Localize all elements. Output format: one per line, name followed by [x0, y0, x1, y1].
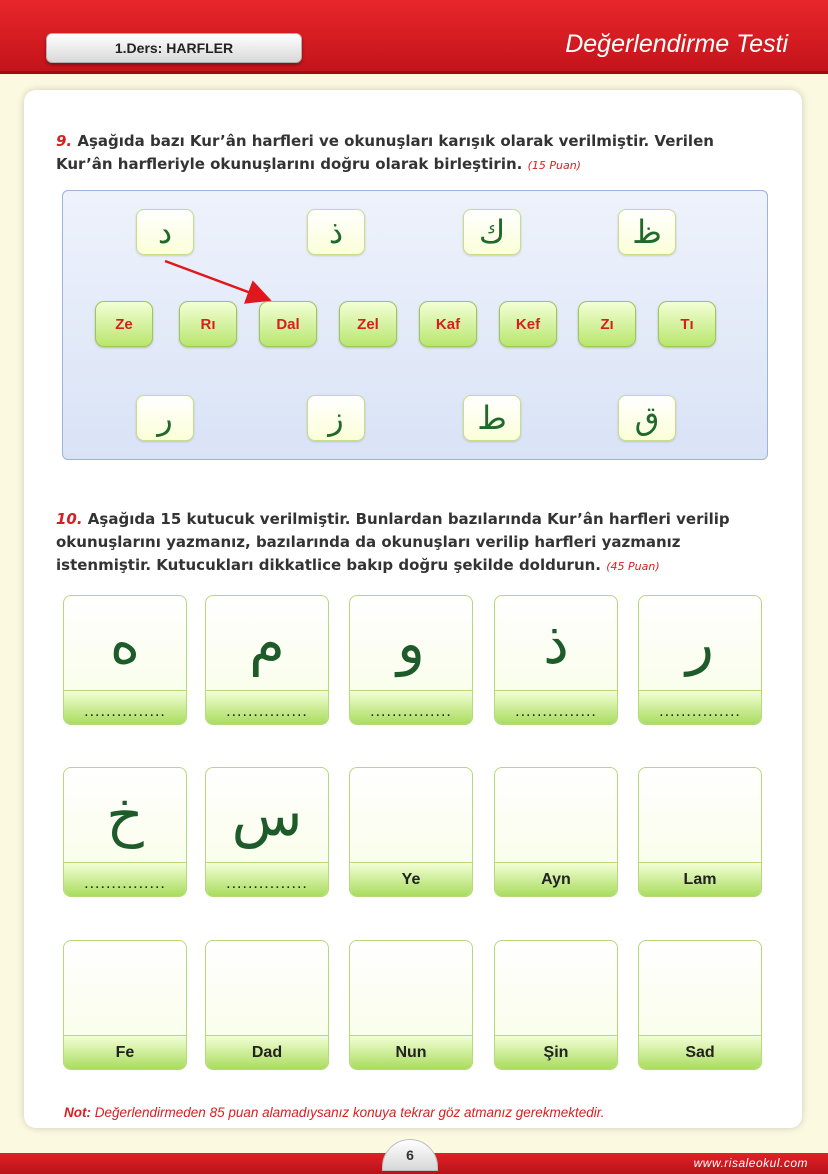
card-letter-blank[interactable]	[639, 768, 761, 862]
top-letter-3[interactable]	[463, 209, 521, 255]
letter-glyph: ز	[328, 399, 344, 437]
card-reading: Lam	[639, 862, 761, 896]
lesson-badge: 1.Ders: HARFLER	[46, 33, 302, 63]
reading-kef[interactable]: Kef	[499, 301, 557, 347]
footnote-text: Değerlendirmeden 85 puan alamadıysanız konuya tekrar göz atmanız gerekmektedir.	[91, 1105, 605, 1120]
card-letter-blank[interactable]	[495, 941, 617, 1035]
card-answer-blank[interactable]: ...............	[206, 690, 328, 724]
question-10-points: (45 Puan)	[606, 560, 660, 573]
card-reading: Nun	[350, 1035, 472, 1069]
card-letter: ذ	[543, 609, 569, 677]
fill-card-15[interactable]	[638, 940, 762, 1070]
site-url[interactable]: www.risaleokul.com	[693, 1156, 808, 1170]
letter-glyph: ط	[477, 399, 507, 437]
fill-card-13[interactable]	[349, 940, 473, 1070]
fill-card-11[interactable]	[63, 940, 187, 1070]
question-9-text: Aşağıda bazı Kur’ân harfleri ve okunuşları karışık olarak verilmiştir. Verilen Kur’ân harfleriyle okunuşlarını doğru olarak birleştirin.	[56, 132, 714, 173]
fill-card-8[interactable]	[349, 767, 473, 897]
reading-zi[interactable]: Zı	[578, 301, 636, 347]
page-number: 6	[382, 1139, 438, 1171]
fill-card-4[interactable]	[494, 595, 618, 725]
reading-kaf[interactable]: Kaf	[419, 301, 477, 347]
top-letter-4[interactable]	[618, 209, 676, 255]
card-letter: م	[249, 609, 285, 677]
card-answer-blank[interactable]: ...............	[206, 862, 328, 896]
card-letter: ر	[685, 609, 714, 677]
reading-ze[interactable]: Ze	[95, 301, 153, 347]
footnote	[64, 1105, 605, 1120]
card-answer-blank[interactable]: ...............	[64, 862, 186, 896]
page-title: Değerlendirme Testi	[565, 30, 788, 58]
card-letter: خ	[106, 781, 144, 849]
fill-card-6[interactable]	[63, 767, 187, 897]
letter-glyph: ك	[478, 213, 506, 251]
question-10-text: Aşağıda 15 kutucuk verilmiştir. Bunlardan bazılarında Kur’ân harfleri verilip okunuşlarını yazmanız, bazılarında da okunuşları verilip harfleri yazmanız istenmiştir. Kutucukları dikkatlice bakıp doğru şekilde doldurun.	[56, 510, 730, 574]
question-9	[56, 130, 746, 177]
reading-dal[interactable]: Dal	[259, 301, 317, 347]
reading-zel[interactable]: Zel	[339, 301, 397, 347]
footnote-prefix: Not:	[64, 1105, 91, 1120]
fill-card-1[interactable]	[63, 595, 187, 725]
card-answer-blank[interactable]: ...............	[64, 690, 186, 724]
card-letter-blank[interactable]	[350, 941, 472, 1035]
question-9-points: (15 Puan)	[527, 159, 581, 172]
card-reading: Dad	[206, 1035, 328, 1069]
card-letter-blank[interactable]	[495, 768, 617, 862]
letter-glyph: ظ	[632, 213, 662, 251]
letter-glyph: د	[157, 213, 173, 251]
letter-glyph: ق	[634, 399, 660, 437]
letter-glyph: ر	[157, 399, 173, 437]
reading-ti[interactable]: Tı	[658, 301, 716, 347]
fill-card-9[interactable]	[494, 767, 618, 897]
letter-glyph: ذ	[328, 213, 344, 251]
card-answer-blank[interactable]: ...............	[350, 690, 472, 724]
bottom-letter-2[interactable]	[307, 395, 365, 441]
bottom-letter-1[interactable]	[136, 395, 194, 441]
fill-card-3[interactable]	[349, 595, 473, 725]
card-reading: Fe	[64, 1035, 186, 1069]
card-answer-blank[interactable]: ...............	[495, 690, 617, 724]
card-letter-blank[interactable]	[639, 941, 761, 1035]
reading-ri[interactable]: Rı	[179, 301, 237, 347]
fill-card-5[interactable]	[638, 595, 762, 725]
card-letter: و	[396, 609, 425, 677]
card-letter-blank[interactable]	[206, 941, 328, 1035]
matching-area	[62, 190, 768, 460]
fill-card-2[interactable]	[205, 595, 329, 725]
card-answer-blank[interactable]: ...............	[639, 690, 761, 724]
fill-card-10[interactable]	[638, 767, 762, 897]
card-letter: س	[231, 781, 303, 849]
card-reading: Şin	[495, 1035, 617, 1069]
bottom-letter-3[interactable]	[463, 395, 521, 441]
fill-card-14[interactable]	[494, 940, 618, 1070]
question-9-number: 9.	[56, 132, 73, 150]
question-10-number: 10.	[56, 510, 83, 528]
top-letter-1[interactable]	[136, 209, 194, 255]
fill-card-7[interactable]	[205, 767, 329, 897]
card-letter-blank[interactable]	[64, 941, 186, 1035]
bottom-letter-4[interactable]	[618, 395, 676, 441]
card-reading: Ayn	[495, 862, 617, 896]
fill-card-12[interactable]	[205, 940, 329, 1070]
top-letter-2[interactable]	[307, 209, 365, 255]
card-letter: ه	[109, 609, 141, 677]
card-reading: Ye	[350, 862, 472, 896]
card-reading: Sad	[639, 1035, 761, 1069]
card-letter-blank[interactable]	[350, 768, 472, 862]
question-10	[56, 508, 756, 578]
